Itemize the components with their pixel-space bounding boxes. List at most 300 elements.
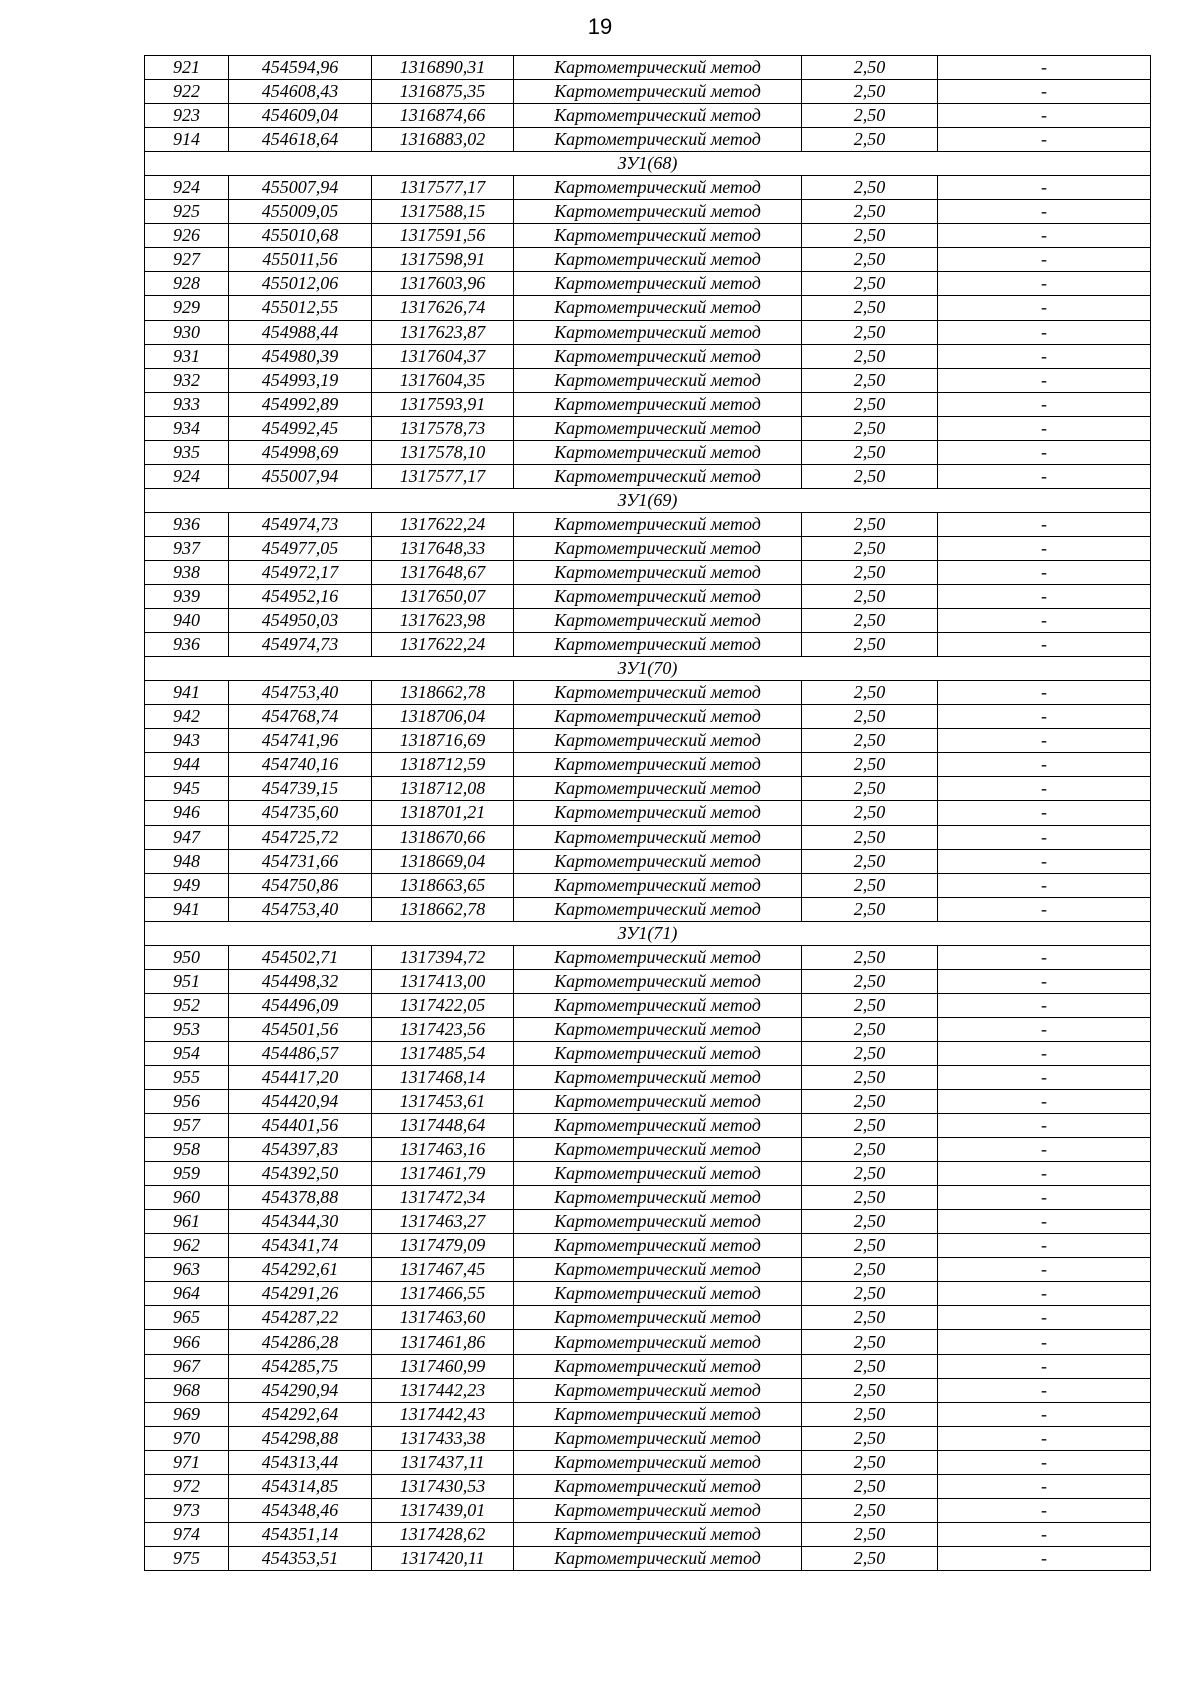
y-coordinate-cell: 1317463,16: [372, 1138, 514, 1162]
x-coordinate-cell: 454750,86: [229, 873, 372, 897]
method-cell: Картометрический метод: [514, 512, 802, 536]
y-coordinate-cell: 1318716,69: [372, 729, 514, 753]
table-row: [145, 272, 1151, 296]
note-cell: -: [938, 1090, 1151, 1114]
point-number-cell: 933: [145, 392, 229, 416]
method-cell: Картометрический метод: [514, 224, 802, 248]
accuracy-cell: 2,50: [802, 1474, 938, 1498]
section-header-row: [145, 152, 1151, 176]
method-cell: Картометрический метод: [514, 801, 802, 825]
accuracy-cell: 2,50: [802, 1354, 938, 1378]
note-cell: -: [938, 104, 1151, 128]
table-row: [145, 512, 1151, 536]
method-cell: Картометрический метод: [514, 1546, 802, 1570]
note-cell: -: [938, 344, 1151, 368]
accuracy-cell: 2,50: [802, 1041, 938, 1065]
method-cell: Картометрический метод: [514, 536, 802, 560]
x-coordinate-cell: 454731,66: [229, 849, 372, 873]
point-number-cell: 970: [145, 1426, 229, 1450]
accuracy-cell: 2,50: [802, 945, 938, 969]
y-coordinate-cell: 1316890,31: [372, 56, 514, 80]
note-cell: -: [938, 1017, 1151, 1041]
method-cell: Картометрический метод: [514, 1306, 802, 1330]
x-coordinate-cell: 454998,69: [229, 440, 372, 464]
x-coordinate-cell: 454286,28: [229, 1330, 372, 1354]
x-coordinate-cell: 454420,94: [229, 1090, 372, 1114]
accuracy-cell: 2,50: [802, 128, 938, 152]
table-row: [145, 1017, 1151, 1041]
accuracy-cell: 2,50: [802, 1017, 938, 1041]
accuracy-cell: 2,50: [802, 56, 938, 80]
point-number-cell: 961: [145, 1210, 229, 1234]
note-cell: -: [938, 633, 1151, 657]
section-title: ЗУ1(71): [145, 921, 1151, 945]
accuracy-cell: 2,50: [802, 464, 938, 488]
x-coordinate-cell: 455007,94: [229, 464, 372, 488]
point-number-cell: 956: [145, 1090, 229, 1114]
note-cell: -: [938, 705, 1151, 729]
table-row: [145, 849, 1151, 873]
note-cell: -: [938, 536, 1151, 560]
note-cell: -: [938, 392, 1151, 416]
coordinates-table-body: [145, 56, 1151, 1571]
method-cell: Картометрический метод: [514, 1210, 802, 1234]
method-cell: Картометрический метод: [514, 753, 802, 777]
point-number-cell: 932: [145, 368, 229, 392]
point-number-cell: 969: [145, 1402, 229, 1426]
point-number-cell: 975: [145, 1546, 229, 1570]
method-cell: Картометрический метод: [514, 705, 802, 729]
accuracy-cell: 2,50: [802, 80, 938, 104]
x-coordinate-cell: 454486,57: [229, 1041, 372, 1065]
table-row: [145, 176, 1151, 200]
note-cell: -: [938, 560, 1151, 584]
x-coordinate-cell: 454298,88: [229, 1426, 372, 1450]
accuracy-cell: 2,50: [802, 1162, 938, 1186]
x-coordinate-cell: 454974,73: [229, 512, 372, 536]
method-cell: Картометрический метод: [514, 1234, 802, 1258]
note-cell: -: [938, 849, 1151, 873]
method-cell: Картометрический метод: [514, 80, 802, 104]
table-row: [145, 1041, 1151, 1065]
method-cell: Картометрический метод: [514, 681, 802, 705]
y-coordinate-cell: 1318712,08: [372, 777, 514, 801]
method-cell: Картометрический метод: [514, 1017, 802, 1041]
y-coordinate-cell: 1317622,24: [372, 633, 514, 657]
accuracy-cell: 2,50: [802, 1186, 938, 1210]
method-cell: Картометрический метод: [514, 1114, 802, 1138]
method-cell: Картометрический метод: [514, 825, 802, 849]
section-header-row: [145, 921, 1151, 945]
method-cell: Картометрический метод: [514, 560, 802, 584]
x-coordinate-cell: 454739,15: [229, 777, 372, 801]
x-coordinate-cell: 454609,04: [229, 104, 372, 128]
accuracy-cell: 2,50: [802, 416, 938, 440]
table-row: [145, 945, 1151, 969]
point-number-cell: 968: [145, 1378, 229, 1402]
note-cell: -: [938, 585, 1151, 609]
accuracy-cell: 2,50: [802, 1210, 938, 1234]
table-row: [145, 1210, 1151, 1234]
table-row: [145, 1426, 1151, 1450]
y-coordinate-cell: 1317430,53: [372, 1474, 514, 1498]
table-row: [145, 825, 1151, 849]
note-cell: -: [938, 296, 1151, 320]
point-number-cell: 959: [145, 1162, 229, 1186]
y-coordinate-cell: 1317593,91: [372, 392, 514, 416]
point-number-cell: 953: [145, 1017, 229, 1041]
y-coordinate-cell: 1318669,04: [372, 849, 514, 873]
x-coordinate-cell: 455009,05: [229, 200, 372, 224]
table-row: [145, 392, 1151, 416]
table-row: [145, 1450, 1151, 1474]
y-coordinate-cell: 1317588,15: [372, 200, 514, 224]
table-row: [145, 1234, 1151, 1258]
accuracy-cell: 2,50: [802, 272, 938, 296]
table-row: [145, 248, 1151, 272]
section-title: ЗУ1(69): [145, 488, 1151, 512]
method-cell: Картометрический метод: [514, 1282, 802, 1306]
table-row: [145, 560, 1151, 584]
table-row: [145, 897, 1151, 921]
table-row: [145, 681, 1151, 705]
point-number-cell: 921: [145, 56, 229, 80]
x-coordinate-cell: 454287,22: [229, 1306, 372, 1330]
table-row: [145, 1258, 1151, 1282]
x-coordinate-cell: 454378,88: [229, 1186, 372, 1210]
table-row: [145, 320, 1151, 344]
x-coordinate-cell: 454993,19: [229, 368, 372, 392]
accuracy-cell: 2,50: [802, 1138, 938, 1162]
point-number-cell: 973: [145, 1498, 229, 1522]
note-cell: -: [938, 224, 1151, 248]
note-cell: -: [938, 1426, 1151, 1450]
note-cell: -: [938, 825, 1151, 849]
x-coordinate-cell: 454977,05: [229, 536, 372, 560]
y-coordinate-cell: 1317453,61: [372, 1090, 514, 1114]
coordinates-table: [144, 55, 1151, 1571]
method-cell: Картометрический метод: [514, 873, 802, 897]
y-coordinate-cell: 1317423,56: [372, 1017, 514, 1041]
section-header-row: [145, 657, 1151, 681]
note-cell: -: [938, 512, 1151, 536]
accuracy-cell: 2,50: [802, 176, 938, 200]
table-row: [145, 440, 1151, 464]
point-number-cell: 943: [145, 729, 229, 753]
note-cell: -: [938, 1186, 1151, 1210]
table-row: [145, 344, 1151, 368]
method-cell: Картометрический метод: [514, 1162, 802, 1186]
note-cell: -: [938, 1114, 1151, 1138]
y-coordinate-cell: 1317623,87: [372, 320, 514, 344]
y-coordinate-cell: 1317420,11: [372, 1546, 514, 1570]
point-number-cell: 944: [145, 753, 229, 777]
x-coordinate-cell: 454501,56: [229, 1017, 372, 1041]
accuracy-cell: 2,50: [802, 1378, 938, 1402]
x-coordinate-cell: 454348,46: [229, 1498, 372, 1522]
y-coordinate-cell: 1317578,10: [372, 440, 514, 464]
point-number-cell: 958: [145, 1138, 229, 1162]
x-coordinate-cell: 454740,16: [229, 753, 372, 777]
accuracy-cell: 2,50: [802, 729, 938, 753]
y-coordinate-cell: 1318663,65: [372, 873, 514, 897]
accuracy-cell: 2,50: [802, 1065, 938, 1089]
x-coordinate-cell: 455012,55: [229, 296, 372, 320]
point-number-cell: 955: [145, 1065, 229, 1089]
table-row: [145, 1114, 1151, 1138]
accuracy-cell: 2,50: [802, 1546, 938, 1570]
point-number-cell: 925: [145, 200, 229, 224]
note-cell: -: [938, 729, 1151, 753]
table-row: [145, 224, 1151, 248]
method-cell: Картометрический метод: [514, 897, 802, 921]
method-cell: Картометрический метод: [514, 777, 802, 801]
point-number-cell: 960: [145, 1186, 229, 1210]
y-coordinate-cell: 1318662,78: [372, 681, 514, 705]
method-cell: Картометрический метод: [514, 1090, 802, 1114]
accuracy-cell: 2,50: [802, 1258, 938, 1282]
x-coordinate-cell: 454351,14: [229, 1522, 372, 1546]
point-number-cell: 948: [145, 849, 229, 873]
method-cell: Картометрический метод: [514, 1186, 802, 1210]
accuracy-cell: 2,50: [802, 512, 938, 536]
note-cell: -: [938, 176, 1151, 200]
accuracy-cell: 2,50: [802, 873, 938, 897]
y-coordinate-cell: 1317591,56: [372, 224, 514, 248]
x-coordinate-cell: 454972,17: [229, 560, 372, 584]
x-coordinate-cell: 455012,06: [229, 272, 372, 296]
table-row: [145, 1306, 1151, 1330]
accuracy-cell: 2,50: [802, 777, 938, 801]
accuracy-cell: 2,50: [802, 753, 938, 777]
x-coordinate-cell: 454292,64: [229, 1402, 372, 1426]
method-cell: Картометрический метод: [514, 416, 802, 440]
point-number-cell: 966: [145, 1330, 229, 1354]
y-coordinate-cell: 1317603,96: [372, 272, 514, 296]
note-cell: -: [938, 248, 1151, 272]
table-row: [145, 104, 1151, 128]
y-coordinate-cell: 1317439,01: [372, 1498, 514, 1522]
table-row: [145, 416, 1151, 440]
method-cell: Картометрический метод: [514, 945, 802, 969]
table-row: [145, 1330, 1151, 1354]
table-row: [145, 729, 1151, 753]
point-number-cell: 972: [145, 1474, 229, 1498]
x-coordinate-cell: 454285,75: [229, 1354, 372, 1378]
y-coordinate-cell: 1317598,91: [372, 248, 514, 272]
note-cell: -: [938, 1138, 1151, 1162]
point-number-cell: 939: [145, 585, 229, 609]
method-cell: Картометрический метод: [514, 296, 802, 320]
point-number-cell: 940: [145, 609, 229, 633]
x-coordinate-cell: 454741,96: [229, 729, 372, 753]
table-row: [145, 1090, 1151, 1114]
table-row: [145, 1474, 1151, 1498]
y-coordinate-cell: 1317437,11: [372, 1450, 514, 1474]
table-row: [145, 1138, 1151, 1162]
note-cell: -: [938, 873, 1151, 897]
accuracy-cell: 2,50: [802, 681, 938, 705]
table-row: [145, 801, 1151, 825]
x-coordinate-cell: 454502,71: [229, 945, 372, 969]
note-cell: -: [938, 777, 1151, 801]
x-coordinate-cell: 454988,44: [229, 320, 372, 344]
note-cell: -: [938, 1258, 1151, 1282]
y-coordinate-cell: 1317448,64: [372, 1114, 514, 1138]
note-cell: -: [938, 128, 1151, 152]
method-cell: Картометрический метод: [514, 104, 802, 128]
method-cell: Картометрический метод: [514, 440, 802, 464]
method-cell: Картометрический метод: [514, 1330, 802, 1354]
y-coordinate-cell: 1317442,43: [372, 1402, 514, 1426]
table-row: [145, 1162, 1151, 1186]
note-cell: -: [938, 1210, 1151, 1234]
x-coordinate-cell: 454950,03: [229, 609, 372, 633]
method-cell: Картометрический метод: [514, 1258, 802, 1282]
note-cell: -: [938, 1162, 1151, 1186]
y-coordinate-cell: 1317485,54: [372, 1041, 514, 1065]
accuracy-cell: 2,50: [802, 897, 938, 921]
note-cell: -: [938, 1450, 1151, 1474]
point-number-cell: 927: [145, 248, 229, 272]
y-coordinate-cell: 1317394,72: [372, 945, 514, 969]
x-coordinate-cell: 454974,73: [229, 633, 372, 657]
point-number-cell: 965: [145, 1306, 229, 1330]
accuracy-cell: 2,50: [802, 1450, 938, 1474]
note-cell: -: [938, 1330, 1151, 1354]
section-title: ЗУ1(68): [145, 152, 1151, 176]
table-row: [145, 585, 1151, 609]
accuracy-cell: 2,50: [802, 1234, 938, 1258]
point-number-cell: 931: [145, 344, 229, 368]
table-row: [145, 464, 1151, 488]
point-number-cell: 952: [145, 993, 229, 1017]
y-coordinate-cell: 1317604,35: [372, 368, 514, 392]
x-coordinate-cell: 454314,85: [229, 1474, 372, 1498]
accuracy-cell: 2,50: [802, 969, 938, 993]
point-number-cell: 971: [145, 1450, 229, 1474]
x-coordinate-cell: 454496,09: [229, 993, 372, 1017]
method-cell: Картометрический метод: [514, 849, 802, 873]
y-coordinate-cell: 1317463,60: [372, 1306, 514, 1330]
table-row: [145, 80, 1151, 104]
x-coordinate-cell: 454992,45: [229, 416, 372, 440]
y-coordinate-cell: 1318712,59: [372, 753, 514, 777]
accuracy-cell: 2,50: [802, 296, 938, 320]
accuracy-cell: 2,50: [802, 392, 938, 416]
note-cell: -: [938, 320, 1151, 344]
y-coordinate-cell: 1317428,62: [372, 1522, 514, 1546]
point-number-cell: 942: [145, 705, 229, 729]
x-coordinate-cell: 454397,83: [229, 1138, 372, 1162]
note-cell: -: [938, 1522, 1151, 1546]
method-cell: Картометрический метод: [514, 1354, 802, 1378]
method-cell: Картометрический метод: [514, 1522, 802, 1546]
accuracy-cell: 2,50: [802, 1402, 938, 1426]
note-cell: -: [938, 368, 1151, 392]
y-coordinate-cell: 1317461,79: [372, 1162, 514, 1186]
y-coordinate-cell: 1317472,34: [372, 1186, 514, 1210]
point-number-cell: 938: [145, 560, 229, 584]
point-number-cell: 957: [145, 1114, 229, 1138]
accuracy-cell: 2,50: [802, 248, 938, 272]
accuracy-cell: 2,50: [802, 200, 938, 224]
method-cell: Картометрический метод: [514, 1474, 802, 1498]
note-cell: -: [938, 1306, 1151, 1330]
table-row: [145, 1065, 1151, 1089]
note-cell: -: [938, 1474, 1151, 1498]
method-cell: Картометрический метод: [514, 969, 802, 993]
point-number-cell: 963: [145, 1258, 229, 1282]
method-cell: Картометрический метод: [514, 464, 802, 488]
note-cell: -: [938, 1282, 1151, 1306]
table-row: [145, 1498, 1151, 1522]
point-number-cell: 945: [145, 777, 229, 801]
x-coordinate-cell: 454341,74: [229, 1234, 372, 1258]
accuracy-cell: 2,50: [802, 609, 938, 633]
point-number-cell: 924: [145, 464, 229, 488]
accuracy-cell: 2,50: [802, 440, 938, 464]
note-cell: -: [938, 945, 1151, 969]
point-number-cell: 926: [145, 224, 229, 248]
accuracy-cell: 2,50: [802, 536, 938, 560]
x-coordinate-cell: 454980,39: [229, 344, 372, 368]
accuracy-cell: 2,50: [802, 224, 938, 248]
point-number-cell: 924: [145, 176, 229, 200]
method-cell: Картометрический метод: [514, 1378, 802, 1402]
table-row: [145, 993, 1151, 1017]
y-coordinate-cell: 1317626,74: [372, 296, 514, 320]
point-number-cell: 923: [145, 104, 229, 128]
y-coordinate-cell: 1317466,55: [372, 1282, 514, 1306]
method-cell: Картометрический метод: [514, 633, 802, 657]
method-cell: Картометрический метод: [514, 56, 802, 80]
y-coordinate-cell: 1317463,27: [372, 1210, 514, 1234]
y-coordinate-cell: 1316883,02: [372, 128, 514, 152]
accuracy-cell: 2,50: [802, 1114, 938, 1138]
table-row: [145, 368, 1151, 392]
y-coordinate-cell: 1317442,23: [372, 1378, 514, 1402]
note-cell: -: [938, 1498, 1151, 1522]
note-cell: -: [938, 200, 1151, 224]
method-cell: Картометрический метод: [514, 200, 802, 224]
point-number-cell: 950: [145, 945, 229, 969]
section-title: ЗУ1(70): [145, 657, 1151, 681]
accuracy-cell: 2,50: [802, 633, 938, 657]
y-coordinate-cell: 1316874,66: [372, 104, 514, 128]
table-row: [145, 1522, 1151, 1546]
table-row: [145, 296, 1151, 320]
accuracy-cell: 2,50: [802, 705, 938, 729]
point-number-cell: 936: [145, 512, 229, 536]
method-cell: Картометрический метод: [514, 993, 802, 1017]
note-cell: -: [938, 1354, 1151, 1378]
y-coordinate-cell: 1317468,14: [372, 1065, 514, 1089]
y-coordinate-cell: 1317604,37: [372, 344, 514, 368]
table-row: [145, 1186, 1151, 1210]
point-number-cell: 934: [145, 416, 229, 440]
x-coordinate-cell: 455010,68: [229, 224, 372, 248]
note-cell: -: [938, 1065, 1151, 1089]
accuracy-cell: 2,50: [802, 320, 938, 344]
y-coordinate-cell: 1318670,66: [372, 825, 514, 849]
x-coordinate-cell: 454618,64: [229, 128, 372, 152]
method-cell: Картометрический метод: [514, 729, 802, 753]
method-cell: Картометрический метод: [514, 128, 802, 152]
point-number-cell: 951: [145, 969, 229, 993]
accuracy-cell: 2,50: [802, 993, 938, 1017]
table-row: [145, 1282, 1151, 1306]
